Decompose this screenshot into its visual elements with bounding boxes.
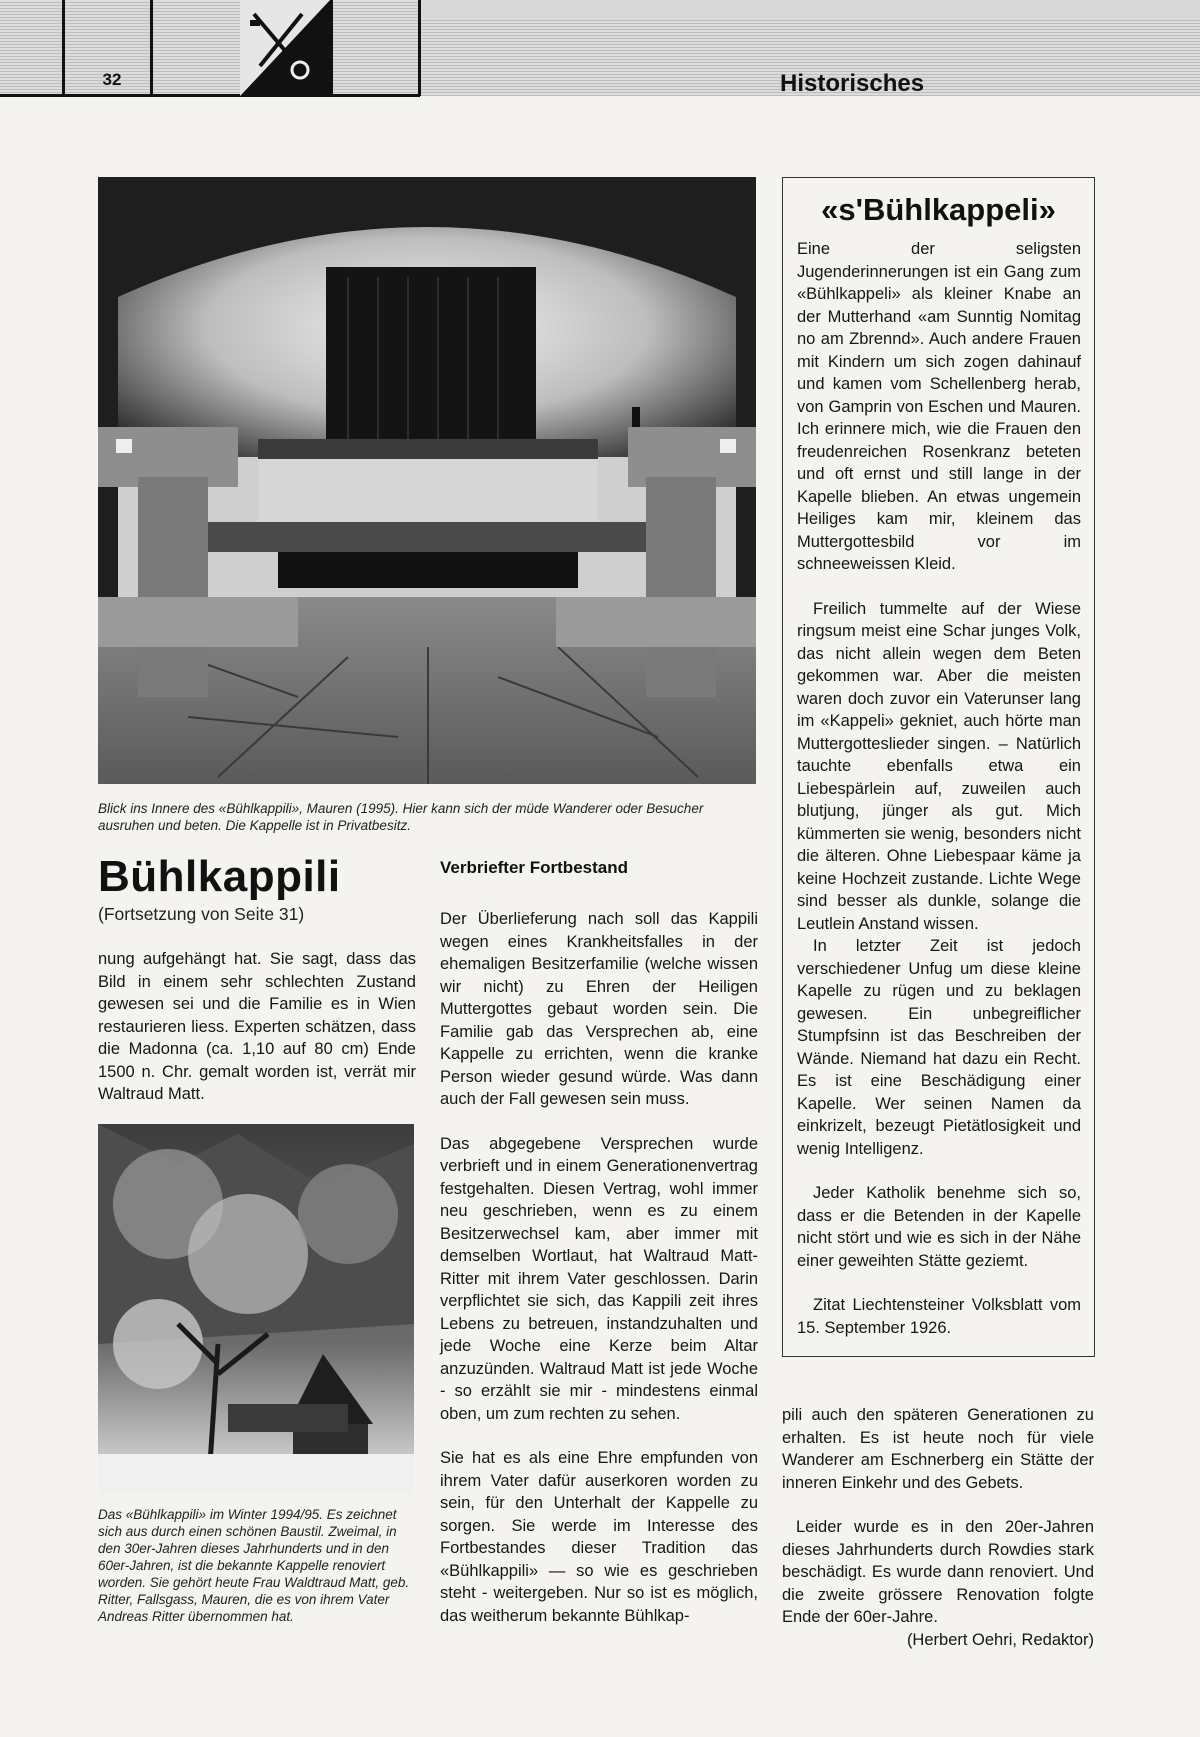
header-rule (418, 0, 421, 96)
crossed-tools-emblem-icon (240, 0, 330, 96)
column-heading: Verbriefter Fortbestand (440, 858, 628, 877)
header-rule (0, 94, 420, 97)
paragraph: Der Überlieferung nach soll das Kappili wegen eines Krankheitsfalles in der ehemaligen Besitzerfamilie (welche wissen wir nicht) zu Ehren der Heiligen Muttergottes gebaut worden sein. Die Familie gab das Versprechen ab, eine Kappelle zu errichten, wenn die kranke Person wieder gesund würde. Was dann auch der Fall gewesen sein muss. (440, 910, 758, 1108)
header-rule (150, 0, 153, 96)
author-signature: (Herbert Oehri, Redaktor) (906, 1630, 1094, 1649)
chapel-interior-photo (98, 177, 756, 784)
paragraph: Das abgegebene Versprechen wurde verbrieft und in einem Generationenvertrag festgehalten. Diesen Vertrag, wohl immer neu geschrieben, wenn es zu einem Besitzerwechsel kam, aber immer mit demselben Wortlaut, hat Waltraud Matt-Ritter mit ihrem Vater geschlossen. Darin verpflichtet sie sich, das Kappili zeit ihres Lebens zu betreuen, instandzuhalten und jede Woche eine Kerze beim Altar anzuzünden. Waltraud Matt ist jede Woche - so erzählt sie mir - mindestens einmal oben, um zum rechten zu sehen. (440, 1134, 758, 1423)
paragraph: Leider wurde es in den 20er-Jahren dieses Jahrhunderts durch Rowdies stark beschädigt. Es wurde dann renoviert. Und die zweite grössere Renovation folgte Ende der 60er-Jahre. (782, 1518, 1094, 1626)
paragraph: nung aufgehängt hat. Sie sagt, dass das Bild in einem sehr schlechten Zustand gewesen sei und die Familie es in Wien restaurieren liess. Experten schätzen, dass die Madonna (ca. 1,10 auf 80 cm) Ende 1500 n. Chr. gemalt worden ist, verrät mir Waltraud Matt. (98, 950, 416, 1103)
section-title: Historisches (780, 70, 925, 97)
header-rule (330, 0, 333, 96)
paragraph: Sie hat es als eine Ehre empfunden von ihrem Vater dafür auserkoren worden zu sein, für den Unterhalt der Kappelle zu sorgen. Sie werde im Interesse des Fortbestandes dieser Tradition das «Bühlkappili» — so wie es geschrieben steht - weitergeben. Nur so ist es möglich, das weitherum bekannte Bühlkap- (440, 1449, 758, 1625)
page-number: 32 (102, 70, 122, 89)
winter-photo-caption: Das «Bühlkappili» im Winter 1994/95. Es zeichnet sich aus durch einen schönen Baustil. Zweimal, in den 30er-Jahren dieses Jahrhunderts und in den 60er-Jahren, ist die bekannte Kappelle renoviert worden. Sie gehört heute Frau Waldtraud Matt, geb. Ritter, Fallsgass, Mauren, die es von ihrem Vater Andreas Ritter übernommen hat. (98, 1507, 410, 1624)
paragraph: Freilich tummelte auf der Wiese ringsum meist eine Schar junges Volk, das nicht allein wegen dem Beten gekommen war. Aber die meisten waren doch zuvor ein Vaterunser lang im «Kappeli» gekniet, auch hörte man Muttergotteslieder singen. – Natürlich tauchte ebenfalls etwa ein Liebespärlein auf, zuweilen auch blutjung, jünger als gut. Mich kümmerten sie wenig, besonders nicht die älteren. Ohne Liebespaar käme ja keine Hochzeit zustande. Lichte Wege sind besser als dunkle, solange die Leutlein Anstand wissen. (797, 599, 1081, 933)
header-rule (62, 0, 65, 96)
article-subtitle: (Fortsetzung von Seite 31) (98, 904, 305, 924)
paragraph: Jeder Katholik benehme sich so, dass er die Betenden in der Kapelle nicht stört und wie es sich in der Nähe einer geweihten Stätte geziemt. (797, 1184, 1081, 1270)
sidebar-title: «s'Bühlkappeli» (821, 192, 1056, 227)
article-column-3 (782, 1404, 1094, 1651)
article-column-2 (440, 908, 758, 1627)
paragraph: Eine der seligsten Jugenderinnerungen ist ein Gang zum «Bühlkappeli» als kleiner Knabe an der Mutterhand «am Sunntig Nomitag no am Zbrennd». Auch andere Frauen mit Kindern um sich zogen dahinauf und kamen vom Schellenberg herab, von Gamprin von Eschen und Mauren. Ich erinnere mich, wie die Frauen den freudenreichen Rosenkranz beteten und oft ernst und still lange in der Kapelle blieben. An etwas ungemein Heiliges kam mir, kleinem das Muttergottesbild vor im schneeweissen Kleid. (797, 240, 1081, 573)
article-column-1 (98, 948, 416, 1106)
article-title: Bühlkappili (98, 852, 341, 901)
sidebar-text (797, 238, 1081, 1339)
paragraph: In letzter Zeit ist jedoch verschiedener Unfug um diese kleine Kapelle zu rügen und zu beklagen gewesen. Ein unbegreiflicher Stumpfsinn ist das Beschreiben der Wände. Niemand hat dazu ein Recht. Es ist eine Beschädigung einer Kapelle. Wer seinen Namen da einkrizelt, bezeugt Pietätlosigkeit und wenig Intelligenz. (797, 937, 1081, 1158)
citation: Zitat Liechtensteiner Volksblatt vom 15. September 1926. (797, 1296, 1081, 1337)
paragraph: pili auch den späteren Generationen zu erhalten. Es ist heute noch für viele Wanderer am Eschnerberg ein Stätte der inneren Einkehr und des Gebets. (782, 1406, 1094, 1492)
header-band-light (420, 0, 1200, 18)
chapel-winter-photo (98, 1124, 414, 1494)
interior-photo-caption: Blick ins Innere des «Bühlkappili», Mauren (1995). Hier kann sich der müde Wanderer oder Besucher ausruhen und beten. Die Kappelle ist in Privatbesitz. (98, 801, 704, 833)
